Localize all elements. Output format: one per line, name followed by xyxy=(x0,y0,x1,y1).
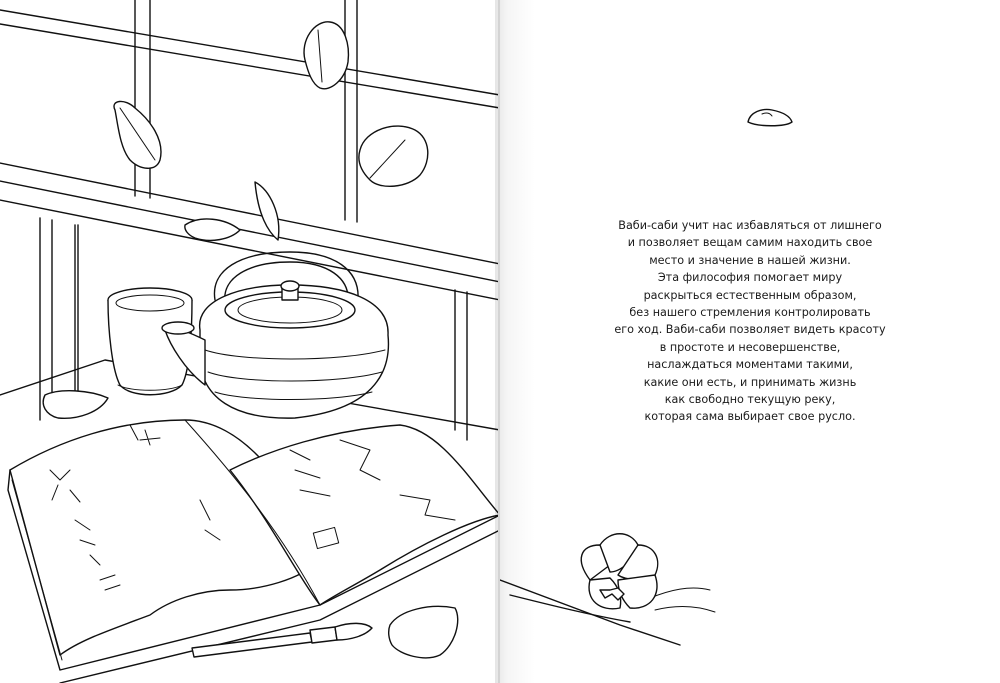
small-stone-icon xyxy=(748,110,792,126)
paragraph-line: и позволяет вещам самим находить свое xyxy=(627,236,873,250)
paragraph-line: его ход. Ваби-саби позволяет видеть красоту xyxy=(614,323,886,337)
paragraph-line: как свободно текущую реку, xyxy=(664,393,836,407)
paragraph-line: Ваби-саби учит нас избавляться от лишнего xyxy=(618,219,882,232)
paragraph-line: Эта философия помогает миру xyxy=(657,271,843,285)
right-page xyxy=(500,0,1000,683)
paragraph-line: в простоте и несовершенстве, xyxy=(659,340,841,354)
paragraph-line: которая сама выбирает свое русло. xyxy=(644,410,856,424)
page-gutter xyxy=(498,0,500,683)
philosophy-paragraph xyxy=(590,217,910,426)
paragraph-line: какие они есть, и принимать жизнь xyxy=(643,375,857,389)
paragraph-line: место и значение в нашей жизни. xyxy=(649,253,851,267)
flower-sprig-icon xyxy=(500,534,715,645)
paragraph-line: раскрыться естественным образом, xyxy=(643,288,857,302)
teapot xyxy=(162,252,388,418)
paragraph-line: без нашего стремления контролировать xyxy=(629,306,871,320)
ink-brush xyxy=(192,623,372,657)
paragraph-line: наслаждаться моментами такими, xyxy=(647,358,853,372)
